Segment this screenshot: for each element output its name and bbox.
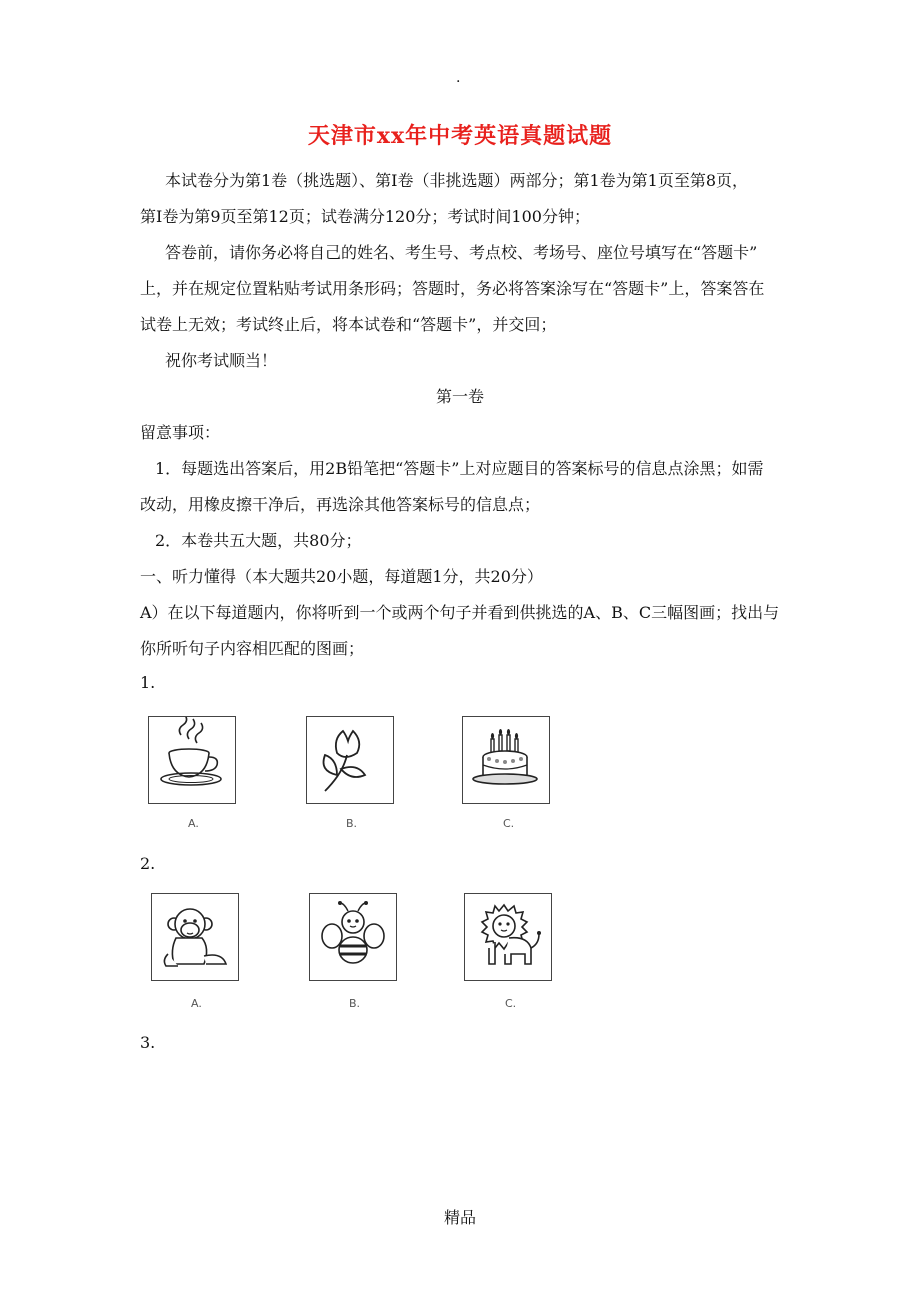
notes-heading: 留意事项： — [140, 423, 221, 442]
page-footer: 精品 — [443, 1208, 476, 1227]
lion-icon — [465, 894, 551, 980]
question-1-option-a-image[interactable] — [148, 716, 236, 804]
section-title: 第一卷 — [435, 387, 484, 406]
intro-paragraph-1-line-2: 第Ⅰ卷为第9页至第12页；试卷满分120分；考试时间100分钟； — [140, 207, 590, 226]
note-1-line-1: 1．每题选出答案后，用2B铅笔把“答题卡”上对应题目的答案标号的信息点涂黑；如需 — [155, 459, 764, 478]
question-3-number: 3. — [140, 1033, 156, 1052]
note-1-line-2: 改动，用橡皮擦干净后，再选涂其他答案标号的信息点； — [140, 495, 541, 514]
question-2-option-a-label: A. — [191, 997, 202, 1010]
question-2-option-b-label: B. — [349, 997, 361, 1010]
question-1-option-c-label: C. — [503, 817, 515, 830]
question-2-number: 2. — [140, 854, 156, 873]
intro-paragraph-1-line-1: 本试卷分为第1卷（挑选题）、第Ⅰ卷（非挑选题）两部分；第1卷为第1页至第8页， — [165, 171, 749, 190]
part1-instruction-line-2: 你所听句子内容相匹配的图画； — [140, 639, 365, 658]
question-1-option-b-label: B. — [346, 817, 358, 830]
birthday-cake-icon — [463, 717, 549, 803]
bee-icon — [310, 894, 396, 980]
coffee-cup-icon — [149, 717, 235, 803]
document-title: 天津市xx年中考英语真题试题 — [307, 123, 613, 149]
question-1-option-b-image[interactable] — [306, 716, 394, 804]
good-luck-text: 祝你考试顺当！ — [165, 351, 278, 370]
tulip-flower-icon — [307, 717, 393, 803]
note-2: 2．本卷共五大题，共80分； — [155, 531, 362, 550]
question-1-option-c-image[interactable] — [462, 716, 550, 804]
question-2-option-c-image[interactable] — [464, 893, 552, 981]
question-2-option-c-label: C. — [505, 997, 517, 1010]
question-2-option-a-image[interactable] — [151, 893, 239, 981]
question-1-number: 1. — [140, 673, 156, 692]
question-2-option-b-image[interactable] — [309, 893, 397, 981]
intro-paragraph-2-line-1: 答卷前，请你务必将自己的姓名、考生号、考点校、考场号、座位号填写在“答题卡” — [165, 243, 758, 262]
intro-paragraph-2-line-2: 上，并在规定位置粘贴考试用条形码；答题时，务必将答案涂写在“答题卡”上，答案答在 — [140, 279, 765, 298]
header-dot: . — [456, 70, 461, 86]
intro-paragraph-2-line-3: 试卷上无效；考试终止后，将本试卷和“答题卡”，并交回； — [140, 315, 557, 334]
monkey-icon — [152, 894, 238, 980]
question-1-option-a-label: A. — [188, 817, 199, 830]
part1-heading: 一、听力懂得（本大题共20小题，每道题1分，共20分） — [140, 567, 543, 586]
part1-instruction-line-1: A）在以下每道题内，你将听到一个或两个句子并看到供挑选的A、B、C三幅图画；找出与 — [140, 603, 780, 622]
